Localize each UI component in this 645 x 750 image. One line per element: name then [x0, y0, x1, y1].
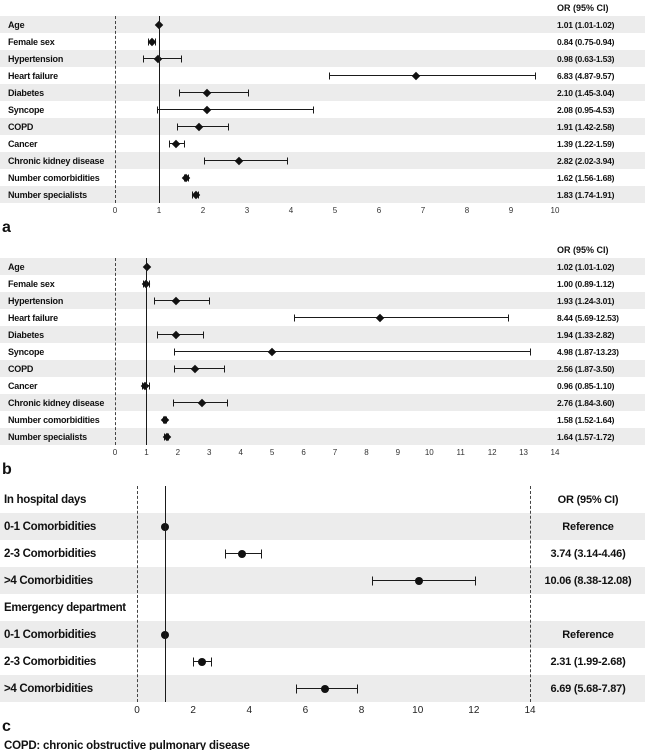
forest-row	[0, 411, 645, 428]
or-value: 0.98 (0.63-1.53)	[557, 53, 615, 64]
ci-cap-low	[329, 72, 330, 79]
row-label: Female sex	[8, 36, 55, 47]
axis-tick-label: 1	[156, 206, 162, 215]
row-label: Cancer	[8, 138, 38, 149]
ci-line	[294, 317, 509, 318]
axis-tick-label: 1	[144, 448, 149, 457]
row-label: COPD	[8, 363, 34, 374]
axis-tick-label: 5	[332, 206, 338, 215]
or-value: 1.62 (1.56-1.68)	[557, 172, 615, 183]
x-axis-a	[0, 203, 645, 218]
row-label: Cancer	[8, 380, 38, 391]
axis-tick-label: 4	[238, 448, 243, 457]
x-axis-b	[0, 445, 645, 460]
or-value: 2.31 (1.99-2.68)	[550, 655, 626, 668]
or-header-row	[0, 0, 645, 16]
forest-row	[0, 567, 645, 594]
axis-tick-label: 2	[175, 448, 181, 457]
axis-tick-label: 2	[190, 705, 196, 716]
or-value: 2.10 (1.45-3.04)	[557, 87, 615, 98]
ci-cap-high	[181, 55, 182, 62]
axis-tick-label: 12	[468, 705, 480, 716]
or-value: 1.39 (1.22-1.59)	[557, 138, 615, 149]
point-marker	[182, 173, 190, 181]
point-marker	[203, 88, 211, 96]
ci-cap-high	[248, 89, 249, 96]
ci-cap-low	[143, 55, 144, 62]
axis-tick-label: 0	[112, 448, 118, 457]
point-marker	[235, 156, 243, 164]
or-value: 1.91 (1.42-2.58)	[557, 121, 615, 132]
axis-tick-label: 10	[412, 705, 424, 716]
ci-cap-low	[157, 331, 158, 338]
ci-cap-high	[508, 314, 509, 321]
abbreviation-note: COPD: chronic obstructive pulmonary disease	[4, 740, 250, 750]
ci-line	[157, 109, 315, 110]
row-label: 2-3 Comorbidities	[4, 655, 97, 668]
dashed-boundary-line	[115, 16, 116, 203]
forest-row	[0, 292, 645, 309]
forest-row	[0, 186, 645, 203]
panel-letter-b: b	[2, 461, 12, 478]
row-label: Number comorbidities	[8, 414, 100, 425]
or-value: 1.94 (1.33-2.82)	[557, 329, 615, 340]
point-marker	[415, 577, 423, 585]
forest-panel-c	[0, 486, 645, 737]
forest-row	[0, 84, 645, 101]
ci-cap-low	[157, 106, 158, 113]
row-label: Hypertension	[8, 295, 64, 306]
x-axis-c	[0, 702, 645, 717]
or-ci-column-header: OR (95% CI)	[557, 245, 609, 255]
axis-tick-label: 7	[332, 448, 338, 457]
row-label: Syncope	[8, 104, 45, 115]
or-value: 1.83 (1.74-1.91)	[557, 189, 615, 200]
forest-panel-b	[0, 242, 645, 480]
or-value: 2.76 (1.84-3.60)	[557, 397, 615, 408]
ci-cap-high	[211, 657, 212, 666]
point-marker	[321, 685, 329, 693]
ci-cap-low	[177, 123, 178, 130]
forest-row	[0, 360, 645, 377]
forest-row	[0, 540, 645, 567]
forest-row	[0, 326, 645, 343]
forest-row	[0, 377, 645, 394]
forest-row	[0, 343, 645, 360]
row-label: Heart failure	[8, 312, 58, 323]
forest-panel-a	[0, 0, 645, 238]
panel-letter-c: c	[2, 718, 11, 735]
ci-cap-low	[154, 297, 155, 304]
ci-cap-high	[261, 549, 262, 558]
or-value: Reference	[562, 520, 614, 533]
forest-row	[0, 135, 645, 152]
ci-cap-high	[475, 576, 476, 585]
row-label: Syncope	[8, 346, 45, 357]
axis-tick-label: 0	[134, 705, 140, 716]
row-label: Number specialists	[8, 189, 87, 200]
axis-tick-label: 3	[244, 206, 250, 215]
row-label: 0-1 Comorbidities	[4, 520, 97, 533]
ci-line	[204, 160, 288, 161]
or-header-row	[0, 242, 645, 258]
forest-row	[0, 428, 645, 445]
axis-tick-label: 7	[420, 206, 426, 215]
dashed-boundary-line	[137, 486, 138, 702]
axis-tick-label: 10	[550, 206, 560, 215]
ci-line	[179, 92, 249, 93]
row-label: Emergency department	[4, 601, 126, 614]
axis-tick-label: 14	[550, 448, 560, 457]
forest-row	[0, 648, 645, 675]
forest-row	[0, 675, 645, 702]
axis-tick-label: 8	[364, 448, 369, 457]
row-label: In hospital days	[4, 493, 87, 506]
point-marker	[411, 71, 419, 79]
ci-cap-low	[225, 549, 226, 558]
point-marker	[172, 330, 180, 338]
ci-line	[154, 300, 210, 301]
axis-tick-label: 11	[456, 448, 465, 457]
axis-tick-label: 2	[200, 206, 206, 215]
forest-row	[0, 513, 645, 540]
axis-tick-label: 3	[207, 448, 212, 457]
or-value: 1.00 (0.89-1.12)	[557, 278, 615, 289]
or-value: 0.84 (0.75-0.94)	[557, 36, 615, 47]
axis-tick-label: 9	[508, 206, 514, 215]
ci-cap-high	[530, 348, 531, 355]
ci-cap-low	[193, 657, 194, 666]
row-label: Female sex	[8, 278, 55, 289]
point-marker	[191, 364, 199, 372]
point-marker	[172, 139, 180, 147]
forest-row	[0, 67, 645, 84]
reference-line	[146, 258, 147, 445]
plot-rows-a	[0, 16, 645, 203]
row-label: COPD	[8, 121, 34, 132]
row-label: >4 Comorbidities	[4, 574, 93, 587]
axis-tick-label: 4	[288, 206, 294, 215]
plot-rows-b	[0, 258, 645, 445]
forest-row	[0, 152, 645, 169]
axis-tick-label: 12	[487, 448, 497, 457]
forest-row	[0, 16, 645, 33]
ci-cap-high	[227, 399, 228, 406]
axis-tick-label: 10	[424, 448, 434, 457]
or-value: 6.83 (4.87-9.57)	[557, 70, 615, 81]
point-marker	[198, 658, 206, 666]
ci-cap-low	[174, 348, 175, 355]
point-marker	[267, 347, 275, 355]
axis-tick-label: 9	[395, 448, 401, 457]
axis-tick-label: 6	[302, 705, 309, 716]
ci-cap-high	[224, 365, 225, 372]
forest-row	[0, 33, 645, 50]
forest-row	[0, 309, 645, 326]
or-value: 2.82 (2.02-3.94)	[557, 155, 615, 166]
axis-tick-label: 14	[524, 705, 536, 716]
row-label: Number specialists	[8, 431, 87, 442]
or-value: 1.02 (1.01-1.02)	[557, 261, 615, 272]
or-value: 2.08 (0.95-4.53)	[557, 104, 615, 115]
point-marker	[197, 398, 205, 406]
ci-cap-low	[169, 140, 170, 147]
ci-line	[174, 351, 531, 352]
or-value: 1.93 (1.24-3.01)	[557, 295, 615, 306]
ci-cap-low	[204, 157, 205, 164]
reference-line	[159, 16, 160, 203]
ci-cap-low	[179, 89, 180, 96]
ci-cap-high	[357, 684, 358, 693]
forest-row	[0, 101, 645, 118]
point-marker	[202, 105, 210, 113]
or-value: 8.44 (5.69-12.53)	[557, 312, 619, 323]
forest-row	[0, 50, 645, 67]
plot-rows-c	[0, 486, 645, 702]
row-label: Diabetes	[8, 87, 44, 98]
forest-row	[0, 169, 645, 186]
forest-row	[0, 118, 645, 135]
or-value: 1.64 (1.57-1.72)	[557, 431, 615, 442]
row-label: Diabetes	[8, 329, 44, 340]
forest-row	[0, 394, 645, 411]
axis-tick-label: 6	[376, 206, 382, 215]
dashed-boundary-line	[530, 486, 531, 702]
row-label: Chronic kidney disease	[8, 155, 105, 166]
axis-tick-label: 6	[301, 448, 306, 457]
ci-cap-high	[184, 140, 185, 147]
row-label: Age	[8, 261, 25, 272]
ci-cap-low	[174, 365, 175, 372]
section-header-row	[0, 486, 645, 513]
row-label: Heart failure	[8, 70, 58, 81]
axis-tick-label: 0	[112, 206, 118, 215]
point-marker	[160, 415, 168, 423]
row-label: 2-3 Comorbidities	[4, 547, 97, 560]
ci-cap-low	[294, 314, 295, 321]
or-value: 1.01 (1.01-1.02)	[557, 19, 615, 30]
reference-line	[165, 486, 166, 702]
row-label: Hypertension	[8, 53, 64, 64]
row-label: Number comorbidities	[8, 172, 100, 183]
point-marker	[376, 313, 384, 321]
ci-cap-low	[296, 684, 297, 693]
row-label: 0-1 Comorbidities	[4, 628, 97, 641]
point-marker	[195, 122, 203, 130]
ci-line	[329, 75, 536, 76]
or-value: 1.58 (1.52-1.64)	[557, 414, 615, 425]
point-marker	[238, 550, 246, 558]
row-label: Chronic kidney disease	[8, 397, 105, 408]
or-value: 4.98 (1.87-13.23)	[557, 346, 619, 357]
or-value: 2.56 (1.87-3.50)	[557, 363, 615, 374]
point-marker	[171, 296, 179, 304]
ci-cap-high	[313, 106, 314, 113]
or-value: 10.06 (8.38-12.08)	[544, 574, 632, 587]
or-ci-column-header: OR (95% CI)	[557, 3, 609, 13]
or-value: 6.69 (5.68-7.87)	[550, 682, 626, 695]
section-header-row	[0, 594, 645, 621]
row-label: >4 Comorbidities	[4, 682, 93, 695]
ci-cap-high	[203, 331, 204, 338]
ci-cap-high	[209, 297, 210, 304]
axis-tick-label: 8	[464, 206, 470, 215]
row-label: Age	[8, 19, 25, 30]
dashed-boundary-line	[115, 258, 116, 445]
forest-row	[0, 258, 645, 275]
ci-cap-low	[173, 399, 174, 406]
forest-row	[0, 621, 645, 648]
axis-tick-label: 4	[246, 705, 253, 716]
axis-tick-label: 13	[519, 448, 529, 457]
forest-row	[0, 275, 645, 292]
ci-cap-high	[535, 72, 536, 79]
ci-cap-high	[228, 123, 229, 130]
panel-letter-a: a	[2, 219, 11, 236]
ci-cap-high	[287, 157, 288, 164]
or-value: 3.74 (3.14-4.46)	[550, 547, 626, 560]
or-ci-column-header: OR (95% CI)	[557, 493, 619, 506]
axis-tick-label: 5	[269, 448, 275, 457]
or-value: Reference	[562, 628, 614, 641]
ci-cap-low	[372, 576, 373, 585]
or-value: 0.96 (0.85-1.10)	[557, 380, 615, 391]
ci-line	[372, 580, 476, 581]
axis-tick-label: 8	[358, 705, 365, 716]
